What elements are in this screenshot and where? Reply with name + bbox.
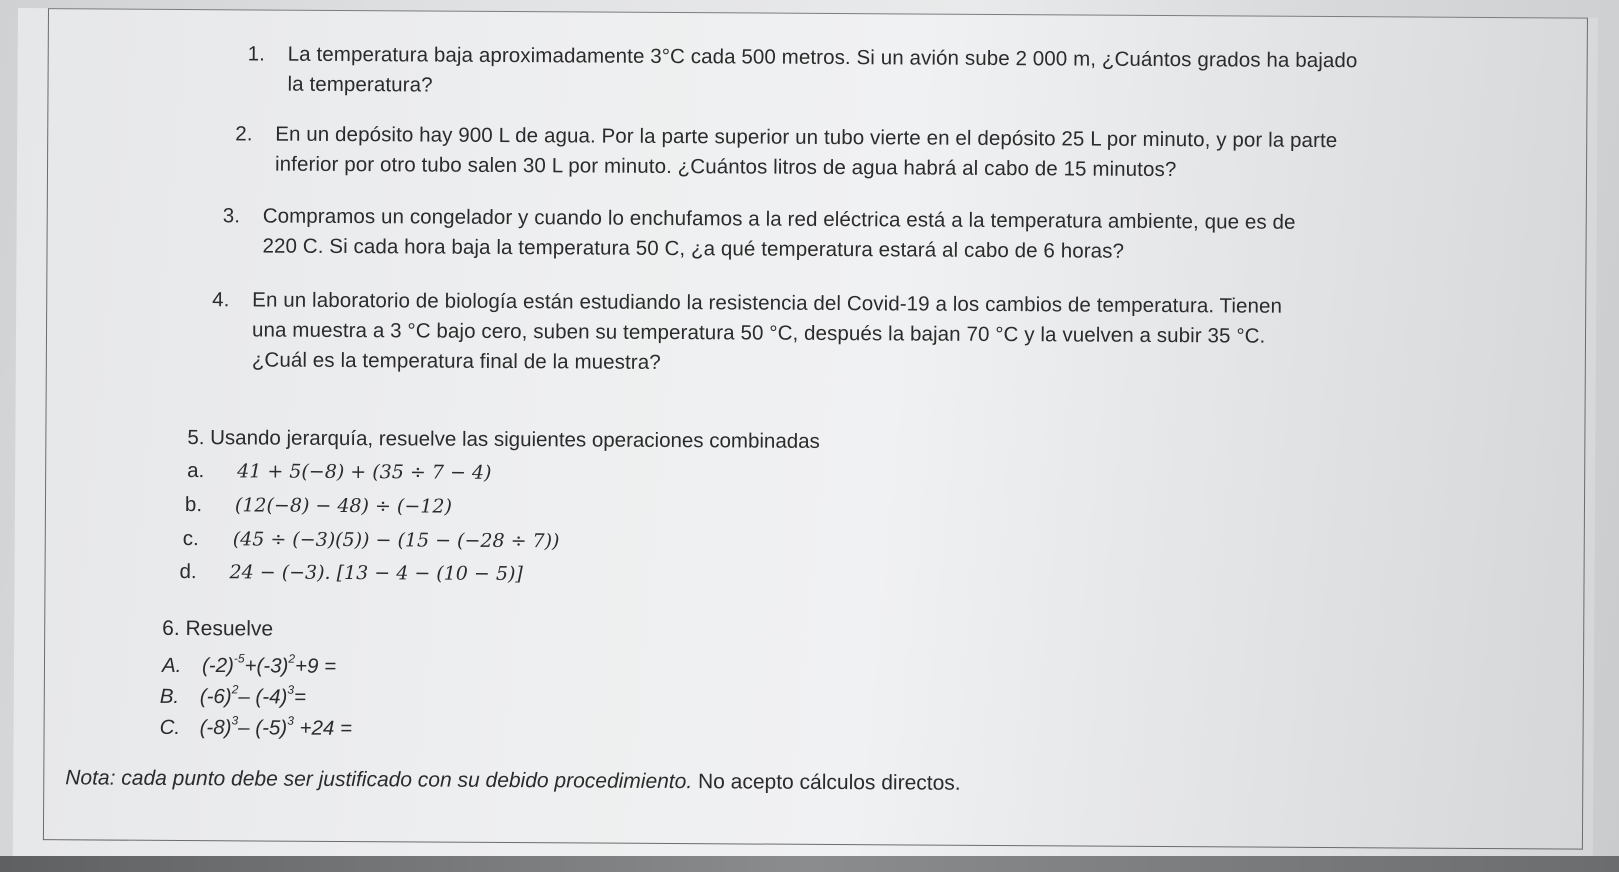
- question-text-line: una muestra a 3 °C bajo cero, suben su temperatura 50 °C, después la bajan 70 °C y la vuelven a subir 35 °C.: [251, 318, 1266, 348]
- question-number: 4.: [212, 288, 230, 312]
- question-3: [222, 201, 1296, 267]
- math-expression: 24 − (−3). [13 − 4 − (10 − 5)]: [229, 561, 523, 586]
- question-text-line: ¿Cuál es la temperatura final de la muestra?: [251, 348, 661, 374]
- power-exponent: 3: [287, 682, 295, 697]
- operation-item-d: [179, 557, 522, 589]
- operation-item-c: [183, 524, 560, 556]
- table-edge: [0, 856, 1619, 872]
- item-label: c.: [182, 527, 199, 551]
- note-italic: Nota: cada punto debe ser justificado con su debido procedimiento.: [65, 766, 693, 794]
- power-exponent: 2: [231, 682, 239, 697]
- question-text-line: 220 C. Si cada hora baja la temperatura 50 C, ¿a qué temperatura estará al cabo de 6 horas?: [262, 234, 1125, 263]
- question-number: 1.: [247, 42, 266, 66]
- question-number: 3.: [222, 204, 241, 228]
- power-exponent: 3: [231, 713, 239, 728]
- power-exponent: 3: [287, 713, 294, 728]
- power-tail: +24 =: [293, 716, 353, 740]
- power-base: (-8): [199, 715, 232, 740]
- question-text-line: La temperatura baja aproximadamente 3°C cada 500 metros. Si un avión sube 2 000 m, ¿Cuántos grados ha bajado: [287, 42, 1358, 73]
- power-item-c: [160, 707, 353, 744]
- item-label: A.: [161, 653, 182, 677]
- power-middle: +(-3): [244, 654, 289, 678]
- question-text-line: En un depósito hay 900 L de agua. Por la parte superior un tubo vierte en el depósito 25 L por minuto, y por la parte: [275, 122, 1338, 153]
- math-expression: (45 ÷ (−3)(5)) − (15 − (−28 ÷ 7)): [232, 528, 560, 553]
- power-middle: – (-5): [238, 716, 288, 740]
- math-expression: (12(−8) − 48) ÷ (−12): [234, 494, 452, 518]
- item-label: a.: [187, 459, 205, 483]
- question-text-line: En un laboratorio de biología están estudiando la resistencia del Covid-19 a los cambios de temperatura. Tienen: [252, 288, 1283, 318]
- question-5-title: 5. Usando jerarquía, resuelve las siguientes operaciones combinadas: [187, 426, 820, 453]
- item-label: d.: [179, 559, 197, 584]
- question-number: 2.: [235, 122, 253, 146]
- question-text-line: Compramos un congelador y cuando lo enchufamos a la red eléctrica está a la temperatura ambiente, que es de: [262, 204, 1296, 234]
- power-exponent: 2: [288, 651, 296, 666]
- question-6-title: 6. Resuelve: [162, 616, 274, 641]
- question-4: [212, 285, 1283, 381]
- operation-item-b: [185, 490, 452, 522]
- operation-item-a: [187, 456, 491, 488]
- power-exponent: -5: [233, 651, 245, 666]
- item-label: b.: [184, 493, 203, 517]
- note-normal: No acepto cálculos directos.: [692, 770, 961, 795]
- power-base: (-2): [201, 653, 234, 678]
- question-1: [247, 40, 1358, 107]
- power-tail: +9 =: [295, 654, 337, 678]
- math-expression: 41 + 5(−8) + (35 ÷ 7 − 4): [237, 460, 492, 484]
- power-tail: =: [293, 685, 307, 709]
- question-text-line: la temperatura?: [287, 72, 433, 97]
- power-base: (-6): [199, 684, 232, 709]
- question-2: [235, 120, 1338, 186]
- question-text-line: inferior por otro tubo salen 30 L por minuto. ¿Cuántos litros de agua habrá al cabo de 15 minutos?: [274, 152, 1177, 182]
- item-label: B.: [159, 684, 180, 708]
- worksheet-paper: [13, 8, 1598, 868]
- item-label: C.: [159, 715, 181, 739]
- power-middle: – (-4): [238, 685, 288, 709]
